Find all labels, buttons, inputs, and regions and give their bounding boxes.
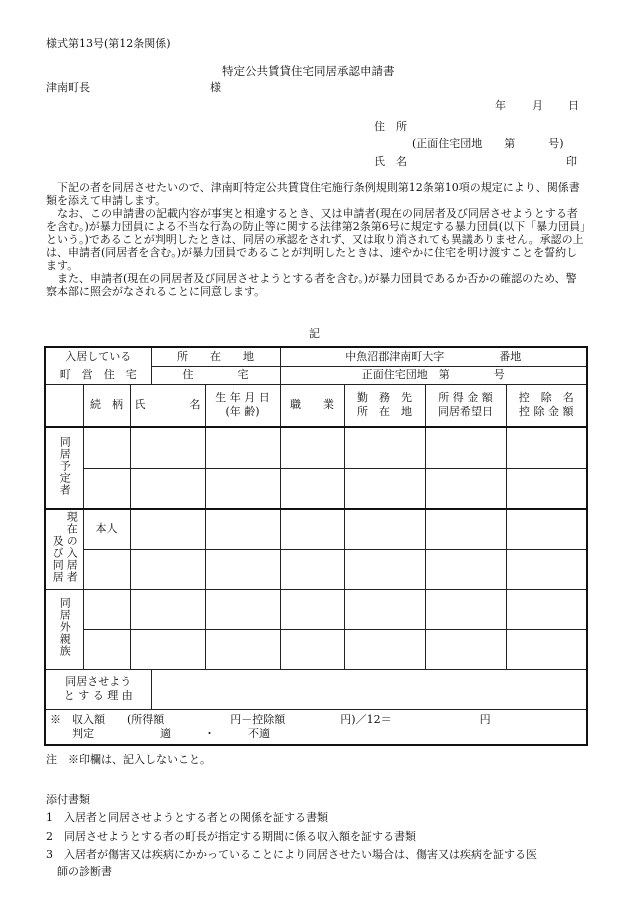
attachment-item-3: 3 入居者が傷害又は疾病にかかっていることにより同居させたい場合は、傷害又は疾病を証する医 [46, 848, 537, 861]
seal-mark: 印 [566, 155, 577, 168]
applicant-name-label: 氏 名 [374, 155, 407, 168]
income-judgement-box [45, 709, 587, 745]
header-income-line1: 所 得 金 額 [438, 391, 493, 405]
group-planned-label: 同居予定者 [58, 436, 72, 496]
other-row2-relation[interactable] [83, 629, 130, 669]
date-month-label: 月 [532, 99, 543, 112]
current-row1-income[interactable] [425, 509, 506, 549]
planned-row1-occupation[interactable] [280, 427, 344, 468]
group-other-relatives [45, 589, 83, 669]
header-relation: 続 柄 [83, 384, 130, 427]
note: 注 ※印欄は、記入しないこと。 [46, 753, 211, 766]
house-label: 住 宅 [151, 366, 280, 384]
group-planned-cohabitants [45, 427, 83, 509]
planned-row2-deduction[interactable] [506, 468, 587, 509]
current-row2-deduction[interactable] [506, 549, 587, 589]
body-text [46, 181, 586, 298]
group-current-label-a: 及び同居 [51, 535, 65, 584]
planned-row2-name[interactable] [130, 468, 205, 509]
header-name: 氏 名 [130, 384, 205, 427]
other-row1-deduction[interactable] [506, 589, 587, 629]
group-current-residents [45, 509, 83, 589]
current-row1-relation: 本人 [83, 509, 130, 549]
reason-field[interactable] [151, 669, 587, 709]
current-row1-deduction[interactable] [506, 509, 587, 549]
header-birthdate [205, 384, 280, 427]
location-value: 中魚沼郡津南町大字 番地 [280, 347, 587, 366]
attachment-item-3-cont: 師の診断書 [46, 865, 112, 878]
residence-label-bottom: 町 営 住 宅 [45, 366, 151, 384]
planned-row2-relation[interactable] [83, 468, 130, 509]
current-row1-occupation[interactable] [280, 509, 344, 549]
form-number: 様式第13号(第12条関係) [46, 37, 171, 50]
other-row1-occupation[interactable] [280, 589, 344, 629]
current-row1-workplace[interactable] [344, 509, 425, 549]
other-row2-deduction[interactable] [506, 629, 587, 669]
other-row1-birthdate[interactable] [205, 589, 280, 629]
planned-row2-income[interactable] [425, 468, 506, 509]
reason-label-line1: 同居させよう [65, 675, 132, 688]
other-row2-income[interactable] [425, 629, 506, 669]
planned-row2-birthdate[interactable] [205, 468, 280, 509]
date-year-label: 年 [495, 99, 506, 112]
current-row2-relation[interactable] [83, 549, 130, 589]
judgement-line: 判定 適 ・ 不適 [50, 726, 270, 740]
residence-label-top: 入居している [45, 347, 151, 366]
header-workplace-line1: 勤 務 先 [357, 391, 412, 405]
applicant-address-label: 住 所 [374, 120, 407, 133]
body-paragraph-3: また、申請者(現在の同居者及び同居させようとする者を含む。)が暴力団員であるか否かの確認のため、警察本部に照会がなされることに同意します。 [46, 272, 577, 298]
other-row2-name[interactable] [130, 629, 205, 669]
header-income-line2: 同居希望日 [438, 405, 493, 419]
location-label: 所 在 地 [151, 347, 280, 366]
header-workplace [344, 384, 425, 427]
house-value: 正面住宅団地 第 号 [280, 366, 587, 384]
planned-row1-deduction[interactable] [506, 427, 587, 468]
other-row1-workplace[interactable] [344, 589, 425, 629]
current-row1-name[interactable] [130, 509, 205, 549]
reason-label [45, 669, 151, 709]
header-income [425, 384, 506, 427]
ki-heading: 記 [309, 327, 320, 340]
addressee: 津南町長 [46, 81, 90, 94]
planned-row2-workplace[interactable] [344, 468, 425, 509]
group-other-label: 同居外親族 [58, 597, 72, 657]
planned-row2-occupation[interactable] [280, 468, 344, 509]
planned-row1-workplace[interactable] [344, 427, 425, 468]
header-occupation: 職 業 [280, 384, 344, 427]
current-row2-income[interactable] [425, 549, 506, 589]
current-row2-name[interactable] [130, 549, 205, 589]
application-form-table [44, 346, 588, 746]
other-row2-workplace[interactable] [344, 629, 425, 669]
other-row2-occupation[interactable] [280, 629, 344, 669]
current-row2-birthdate[interactable] [205, 549, 280, 589]
planned-row1-birthdate[interactable] [205, 427, 280, 468]
attachment-item-2: 2 同居させようとする者の町長が指定する期間に係る収入額を証する書類 [46, 830, 416, 843]
planned-row1-relation[interactable] [83, 427, 130, 468]
other-row1-income[interactable] [425, 589, 506, 629]
header-blank [45, 384, 83, 427]
other-row2-birthdate[interactable] [205, 629, 280, 669]
header-deduction [506, 384, 587, 427]
other-row1-name[interactable] [130, 589, 205, 629]
form-title: 特定公共賃貸住宅同居承認申請書 [222, 64, 395, 78]
other-row1-relation[interactable] [83, 589, 130, 629]
planned-row1-name[interactable] [130, 427, 205, 468]
date-day-label: 日 [568, 99, 579, 112]
current-row2-workplace[interactable] [344, 549, 425, 589]
income-calc-line: ※ 収入額 (所得額 円－控除額 円)／12＝ 円 [50, 712, 491, 726]
attachment-item-1: 1 入居者と同居させようとする者との関係を証する書類 [46, 811, 328, 824]
header-deduction-line1: 控 除 名 [518, 391, 574, 405]
body-paragraph-2: なお、この申請書の記載内容が事実と相違するとき、又は申請者(現在の同居者及び同居させようとする者を含む。)が暴力団員による不当な行為の防止等に関する法律第2条第6号に規定する暴力団員(以下「暴力団員」という。)であることが判明したときは、同居の承認をされず、又は取り消されても異議ありません。承認の上は、申請者(同居者を含む。)が暴力団員であることが判明したときは、速やかに住宅を明け渡すことを誓約します。 [46, 207, 586, 272]
attachments-title: 添付書類 [46, 793, 90, 806]
header-birthdate-line1: 生 年 月 日 [215, 391, 270, 405]
header-workplace-line2: 所 在 地 [357, 405, 412, 419]
current-row2-occupation[interactable] [280, 549, 344, 589]
reason-label-line2: と す る 理 由 [63, 689, 133, 702]
body-paragraph-1: 下記の者を同居させたいので、津南町特定公共賃貸住宅施行条例規則第12条第10項の規定により、関係書類を添えて申請します。 [46, 181, 580, 207]
header-deduction-line2: 控 除 金 額 [519, 405, 574, 419]
header-birthdate-line2: (年 齢) [225, 405, 260, 419]
honorific: 様 [210, 81, 221, 94]
planned-row1-income[interactable] [425, 427, 506, 468]
applicant-danchi-line: (正面住宅団地 第 号) [412, 137, 564, 150]
current-row1-birthdate[interactable] [205, 509, 280, 549]
group-current-label-b: 現在の入居者 [65, 511, 79, 584]
